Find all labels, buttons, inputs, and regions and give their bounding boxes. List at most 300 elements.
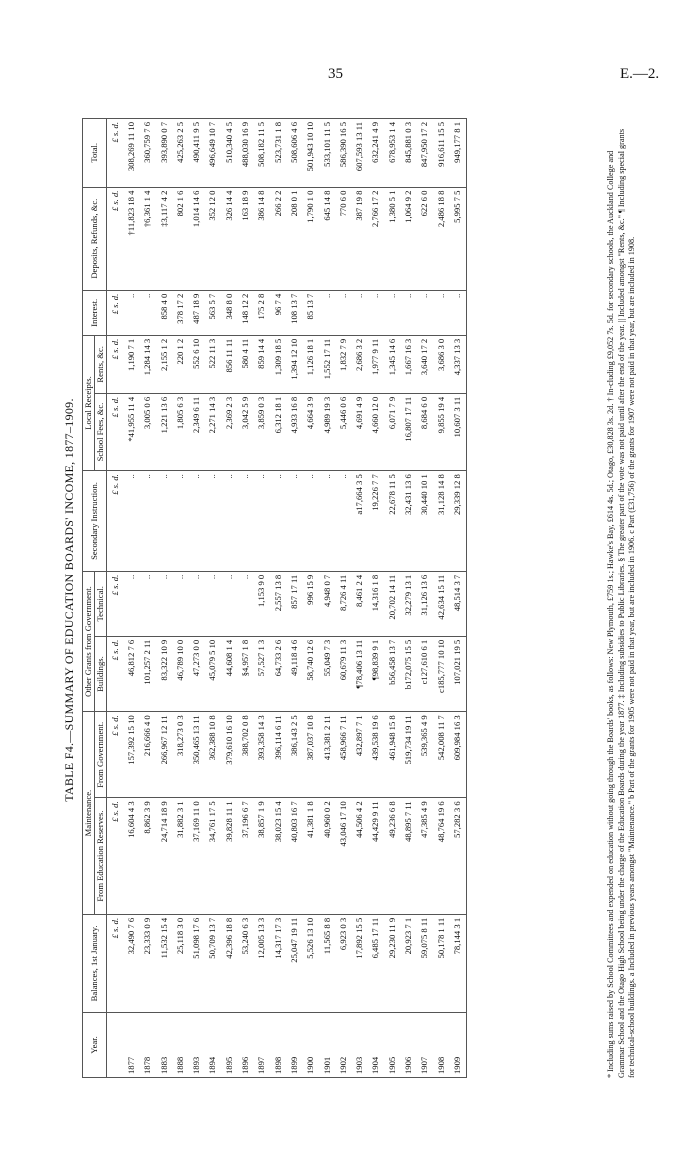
cell-deposits: 5,995 7 5 <box>449 187 466 290</box>
col-total: Total. <box>83 119 107 188</box>
cell-rents: 1,190 7 1 <box>123 335 139 393</box>
cell-government: 393,358 14 3 <box>254 712 270 798</box>
col-deposits: Deposits, Refunds, &c. <box>83 187 107 290</box>
cell-deposits: †11,823 18 4 <box>123 187 139 290</box>
cell-buildings: §4,957 1 8 <box>237 636 253 712</box>
cell-school-fees: 10,607 3 11 <box>449 393 466 470</box>
cell-school-fees: 2,369 2 3 <box>221 393 237 470</box>
cell-buildings: c127,610 6 1 <box>417 636 433 712</box>
cell-interest: .. <box>319 290 335 335</box>
cell-balance: 5,526 13 10 <box>303 914 319 1012</box>
cell-year: 1901 <box>319 1013 335 1078</box>
cell-reserves: 43,046 17 10 <box>335 798 351 915</box>
cell-interest: 378 17 2 <box>172 290 188 335</box>
cell-reserves: 41,381 1 8 <box>303 798 319 915</box>
cell-total: 496,649 10 7 <box>205 119 221 188</box>
cell-interest: 858 4 0 <box>156 290 172 335</box>
cell-buildings: 46,812 7 6 <box>123 636 139 712</box>
cell-rents: 3,640 17 2 <box>417 335 433 393</box>
cell-school-fees: 16,807 17 11 <box>400 393 416 470</box>
document-code: E.—2. <box>620 66 660 82</box>
cell-total: 847,950 17 2 <box>417 119 433 188</box>
table-row <box>433 119 449 1078</box>
cell-deposits: 1,064 9 2 <box>400 187 416 290</box>
cell-deposits: 1,380 5 1 <box>384 187 400 290</box>
cell-reserves: 34,761 17 5 <box>205 798 221 915</box>
cell-balance: 25,118 3 0 <box>172 914 188 1012</box>
cell-rents: 1,667 16 3 <box>400 335 416 393</box>
cell-rents: 1,345 14 6 <box>384 335 400 393</box>
cell-year: 1904 <box>368 1013 384 1078</box>
cell-technical: 31,126 13 6 <box>417 571 433 636</box>
cell-year: 1906 <box>400 1013 416 1078</box>
cell-school-fees: 2,349 6 11 <box>189 393 205 470</box>
cell-balance: 32,490 7 6 <box>123 914 139 1012</box>
cell-deposits: †6,361 1 4 <box>140 187 156 290</box>
cell-government: 413,381 2 11 <box>319 712 335 798</box>
cell-reserves: 44,429 9 11 <box>368 798 384 915</box>
cell-school-fees: *41,955 11 4 <box>123 393 139 470</box>
col-local-receipts: Local Receipts. <box>83 335 95 470</box>
footnote: a Included in previous years amongst "Maintenance." <box>627 800 637 977</box>
cell-technical: 1,153 9 0 <box>254 571 270 636</box>
col-from-reserves: From Education Reserves. <box>95 798 107 915</box>
cell-secondary: a17,664 3 5 <box>351 471 367 572</box>
unit-cell: £ s. d. <box>107 119 124 188</box>
cell-buildings: 83,322 10 9 <box>156 636 172 712</box>
cell-reserves: 8,862 3 9 <box>140 798 156 915</box>
col-balances: Balances, 1st January. <box>83 914 107 1012</box>
table-row <box>270 119 286 1078</box>
col-school-fees: School Fees, &c. <box>95 393 107 470</box>
cell-interest: .. <box>368 290 384 335</box>
footnote: ‡ Including subsidies to Public Libraries. <box>616 563 626 699</box>
cell-total: 845,881 0 3 <box>400 119 416 188</box>
cell-government: 396,114 6 11 <box>270 712 286 798</box>
cell-buildings: b172,075 15 5 <box>400 636 416 712</box>
cell-reserves: 40,960 0 2 <box>319 798 335 915</box>
cell-interest: 108 13 7 <box>286 290 302 335</box>
cell-buildings: 64,733 2 6 <box>270 636 286 712</box>
cell-interest: .. <box>140 290 156 335</box>
cell-total: 508,606 4 6 <box>286 119 302 188</box>
cell-deposits: 1,014 14 6 <box>189 187 205 290</box>
cell-year: 1900 <box>303 1013 319 1078</box>
cell-total: 678,953 1 4 <box>384 119 400 188</box>
cell-deposits: 266 2 2 <box>270 187 286 290</box>
cell-government: 157,392 15 10 <box>123 712 139 798</box>
cell-government: 266,967 12 11 <box>156 712 172 798</box>
cell-year: 1897 <box>254 1013 270 1078</box>
table-row <box>303 119 319 1078</box>
cell-school-fees: 4,933 16 8 <box>286 393 302 470</box>
cell-school-fees: 1,221 13 6 <box>156 393 172 470</box>
cell-reserves: 24,714 18 9 <box>156 798 172 915</box>
cell-technical: .. <box>172 571 188 636</box>
cell-buildings: 49,118 4 6 <box>286 636 302 712</box>
cell-reserves: 38,023 15 4 <box>270 798 286 915</box>
cell-year: 1895 <box>221 1013 237 1078</box>
table-row <box>172 119 188 1078</box>
unit-cell: £ s. d. <box>107 914 124 1012</box>
cell-secondary: .. <box>123 471 139 572</box>
cell-technical: .. <box>189 571 205 636</box>
cell-rents: 552 6 10 <box>189 335 205 393</box>
table-row <box>417 119 433 1078</box>
cell-rents: 2,155 1 2 <box>156 335 172 393</box>
table-row <box>449 119 466 1078</box>
cell-school-fees: 5,446 0 6 <box>335 393 351 470</box>
cell-total: 607,593 13 11 <box>351 119 367 188</box>
cell-school-fees: 9,855 19 4 <box>433 393 449 470</box>
cell-interest: .. <box>351 290 367 335</box>
cell-rents: 220 1 2 <box>172 335 188 393</box>
cell-total: 501,943 10 10 <box>303 119 319 188</box>
cell-total: 488,030 16 9 <box>237 119 253 188</box>
footnote: || Included amongst "Rents, &c." <box>616 214 626 323</box>
cell-interest: .. <box>433 290 449 335</box>
cell-technical: 32,279 13 1 <box>400 571 416 636</box>
cell-secondary: 29,339 12 8 <box>449 471 466 572</box>
cell-technical: .. <box>140 571 156 636</box>
footnotes <box>606 118 638 1078</box>
cell-government: 609,984 16 3 <box>449 712 466 798</box>
cell-secondary: .. <box>303 471 319 572</box>
cell-deposits: 770 6 0 <box>335 187 351 290</box>
cell-interest: .. <box>335 290 351 335</box>
cell-buildings: ¶78,406 13 11 <box>351 636 367 712</box>
cell-buildings: b56,458 13 7 <box>384 636 400 712</box>
cell-balance: 6,485 17 11 <box>368 914 384 1012</box>
cell-government: 461,948 15 8 <box>384 712 400 798</box>
footnote: c Part (£31,756) of the grants for 1907 were not paid in that year, but are included in 1908. <box>627 236 637 534</box>
table-row <box>254 119 270 1078</box>
cell-government: 386,143 2 5 <box>286 712 302 798</box>
cell-technical: 4,948 0 7 <box>319 571 335 636</box>
cell-technical: .. <box>221 571 237 636</box>
table-row <box>205 119 221 1078</box>
cell-technical: .. <box>123 571 139 636</box>
cell-balance: 42,396 18 8 <box>221 914 237 1012</box>
cell-year: 1899 <box>286 1013 302 1078</box>
cell-secondary: 30,440 10 1 <box>417 471 433 572</box>
cell-deposits: 208 0 1 <box>286 187 302 290</box>
cell-year: 1894 <box>205 1013 221 1078</box>
cell-technical: 42,634 15 11 <box>433 571 449 636</box>
cell-deposits: 2,486 18 8 <box>433 187 449 290</box>
cell-government: 432,897 7 1 <box>351 712 367 798</box>
cell-secondary: .. <box>319 471 335 572</box>
table-row <box>368 119 384 1078</box>
cell-school-fees: 4,664 3 9 <box>303 393 319 470</box>
cell-government: 542,008 11 7 <box>433 712 449 798</box>
cell-rents: 1,309 18 5 <box>270 335 286 393</box>
page-number: 35 <box>328 66 343 82</box>
cell-technical: 8,461 2 4 <box>351 571 367 636</box>
cell-balance: 14,317 17 3 <box>270 914 286 1012</box>
cell-buildings: 45,079 5 10 <box>205 636 221 712</box>
cell-interest: .. <box>417 290 433 335</box>
cell-deposits: 352 12 0 <box>205 187 221 290</box>
cell-secondary: .. <box>335 471 351 572</box>
cell-buildings: 55,049 7 3 <box>319 636 335 712</box>
cell-secondary: .. <box>254 471 270 572</box>
cell-reserves: 38,857 1 9 <box>254 798 270 915</box>
cell-government: 362,388 10 8 <box>205 712 221 798</box>
cell-school-fees: 6,071 7 9 <box>384 393 400 470</box>
cell-total: 425,263 2 5 <box>172 119 188 188</box>
cell-rents: 522 11 3 <box>205 335 221 393</box>
unit-cell <box>107 1013 124 1078</box>
cell-balance: 51,098 17 6 <box>189 914 205 1012</box>
cell-rents: 3,686 3 0 <box>433 335 449 393</box>
cell-buildings: 57,527 1 3 <box>254 636 270 712</box>
cell-year: 1878 <box>140 1013 156 1078</box>
cell-technical: 2,557 13 8 <box>270 571 286 636</box>
cell-deposits: 2,766 17 2 <box>368 187 384 290</box>
cell-year: 1902 <box>335 1013 351 1078</box>
cell-secondary: .. <box>172 471 188 572</box>
cell-technical: .. <box>205 571 221 636</box>
table-row <box>123 119 139 1078</box>
cell-buildings: 58,740 12 6 <box>303 636 319 712</box>
table-row <box>189 119 205 1078</box>
cell-technical: 20,702 14 11 <box>384 571 400 636</box>
cell-total: 586,390 16 5 <box>335 119 351 188</box>
cell-balance: 78,144 3 1 <box>449 914 466 1012</box>
cell-interest: 563 5 7 <box>205 290 221 335</box>
cell-school-fees: 3,005 0 6 <box>140 393 156 470</box>
cell-school-fees: 6,312 18 1 <box>270 393 286 470</box>
table-row <box>140 119 156 1078</box>
cell-year: 1898 <box>270 1013 286 1078</box>
cell-school-fees: 4,691 4 9 <box>351 393 367 470</box>
table-row <box>286 119 302 1078</box>
cell-rents: 1,394 12 10 <box>286 335 302 393</box>
table-body <box>107 119 467 1078</box>
cell-total: 632,241 4 9 <box>368 119 384 188</box>
table-row <box>237 119 253 1078</box>
cell-balance: 20,923 7 1 <box>400 914 416 1012</box>
cell-buildings: c185,777 10 10 <box>433 636 449 712</box>
unit-cell: £ s. d. <box>107 471 124 572</box>
cell-year: 1907 <box>417 1013 433 1078</box>
cell-reserves: 57,282 3 6 <box>449 798 466 915</box>
cell-rents: 580 4 11 <box>237 335 253 393</box>
col-from-government: From Government. <box>95 712 107 798</box>
cell-secondary: .. <box>189 471 205 572</box>
cell-interest: .. <box>400 290 416 335</box>
cell-interest: .. <box>449 290 466 335</box>
cell-interest: 487 18 9 <box>189 290 205 335</box>
cell-balance: 50,178 1 11 <box>433 914 449 1012</box>
cell-government: 388,702 0 8 <box>237 712 253 798</box>
table-title: TABLE F4.—SUMMARY OF EDUCATION BOARDS' INCOME, 1877–1909. <box>62 398 76 802</box>
table-row <box>384 119 400 1078</box>
col-year: Year. <box>83 1013 107 1078</box>
cell-school-fees: 1,805 6 3 <box>172 393 188 470</box>
cell-technical: 857 17 11 <box>286 571 302 636</box>
cell-secondary: 32,431 13 6 <box>400 471 416 572</box>
col-secondary: Secondary Instruction. <box>83 471 107 572</box>
cell-buildings: 44,608 1 4 <box>221 636 237 712</box>
cell-school-fees: 4,989 19 3 <box>319 393 335 470</box>
cell-secondary: .. <box>140 471 156 572</box>
cell-year: 1888 <box>172 1013 188 1078</box>
footnote: b Part of the grants for 1905 were not paid in that year, but are included in 1906. <box>627 535 637 799</box>
cell-buildings: 47,273 0 0 <box>189 636 205 712</box>
cell-total: 308,269 11 10 <box>123 119 139 188</box>
cell-year: 1896 <box>237 1013 253 1078</box>
cell-reserves: 48,764 19 6 <box>433 798 449 915</box>
cell-rents: 4,337 13 3 <box>449 335 466 393</box>
cell-deposits: 386 14 8 <box>254 187 270 290</box>
cell-government: 387,037 10 8 <box>303 712 319 798</box>
cell-interest: .. <box>123 290 139 335</box>
cell-year: 1905 <box>384 1013 400 1078</box>
cell-deposits: 645 14 8 <box>319 187 335 290</box>
cell-reserves: 48,895 7 11 <box>400 798 416 915</box>
cell-government: 519,734 19 11 <box>400 712 416 798</box>
cell-government: 350,465 13 11 <box>189 712 205 798</box>
cell-balance: 59,075 8 11 <box>417 914 433 1012</box>
cell-balance: 53,240 6 3 <box>237 914 253 1012</box>
cell-total: 360,759 7 6 <box>140 119 156 188</box>
footnote: † In-cluding £9,052 7s. 5d. for secondary schools, the Auckland College and Grammar School and the Otago High School being under the charge of the Education Boards during the year 1877. <box>606 150 626 1078</box>
cell-balance: 25,047 19 11 <box>286 914 302 1012</box>
cell-reserves: 47,385 4 9 <box>417 798 433 915</box>
cell-total: 523,731 1 8 <box>270 119 286 188</box>
cell-total: 916,611 15 5 <box>433 119 449 188</box>
table-row <box>221 119 237 1078</box>
cell-government: 539,365 4 9 <box>417 712 433 798</box>
cell-secondary: 19,226 7 7 <box>368 471 384 572</box>
cell-rents: 1,284 14 3 <box>140 335 156 393</box>
cell-technical: 14,316 1 8 <box>368 571 384 636</box>
cell-total: 508,182 11 5 <box>254 119 270 188</box>
unit-cell: £ s. d. <box>107 712 124 798</box>
rotated-table-page <box>20 100 660 1100</box>
cell-interest: 85 13 7 <box>303 290 319 335</box>
cell-balance: 11,532 15 4 <box>156 914 172 1012</box>
cell-reserves: 31,882 3 1 <box>172 798 188 915</box>
income-summary-table <box>82 118 467 1078</box>
cell-secondary: .. <box>286 471 302 572</box>
cell-deposits: 1,790 1 0 <box>303 187 319 290</box>
cell-technical: .. <box>237 571 253 636</box>
cell-balance: 6,923 0 3 <box>335 914 351 1012</box>
table-row <box>156 119 172 1078</box>
footnote: * Including sums raised by School Committees and expended on education without going through the Boards' books, as follows: New Plymouth, £759 1s.; Hawke's Bay, £614 4s. 5d.; Otago, £30,828 3s. 2d. <box>606 403 615 1078</box>
cell-year: 1909 <box>449 1013 466 1078</box>
cell-technical: 8,726 4 11 <box>335 571 351 636</box>
cell-total: 533,101 11 5 <box>319 119 335 188</box>
cell-school-fees: 8,684 6 0 <box>417 393 433 470</box>
cell-school-fees: 2,271 14 3 <box>205 393 221 470</box>
footnote: § The greater part of the vote was not paid until after the end of the year. <box>616 324 626 562</box>
unit-cell: £ s. d. <box>107 393 124 470</box>
cell-government: 318,273 0 3 <box>172 712 188 798</box>
cell-reserves: 44,506 4 2 <box>351 798 367 915</box>
cell-secondary: 31,128 14 8 <box>433 471 449 572</box>
cell-deposits: 163 18 9 <box>237 187 253 290</box>
cell-school-fees: 4,660 12 0 <box>368 393 384 470</box>
cell-interest: 96 7 4 <box>270 290 286 335</box>
table-row <box>335 119 351 1078</box>
unit-cell: £ s. d. <box>107 335 124 393</box>
cell-government: 458,966 7 11 <box>335 712 351 798</box>
cell-government: 439,538 19 6 <box>368 712 384 798</box>
table-row <box>400 119 416 1078</box>
cell-year: 1903 <box>351 1013 367 1078</box>
cell-secondary: .. <box>270 471 286 572</box>
unit-cell: £ s. d. <box>107 798 124 915</box>
cell-school-fees: 3,042 5 9 <box>237 393 253 470</box>
col-buildings: Buildings. <box>95 636 107 712</box>
cell-buildings: 46,789 10 0 <box>172 636 188 712</box>
cell-year: 1893 <box>189 1013 205 1078</box>
col-interest: Interest. <box>83 290 107 335</box>
cell-balance: 29,230 11 9 <box>384 914 400 1012</box>
cell-deposits: 326 14 4 <box>221 187 237 290</box>
cell-rents: 856 11 11 <box>221 335 237 393</box>
cell-reserves: 16,604 4 3 <box>123 798 139 915</box>
col-technical: Technical. <box>95 571 107 636</box>
cell-government: 379,610 16 10 <box>221 712 237 798</box>
cell-interest: 348 8 0 <box>221 290 237 335</box>
footnote: ¶ Including special grants for technical-school buildings. <box>616 128 637 1078</box>
cell-year: 1877 <box>123 1013 139 1078</box>
cell-total: 490,411 9 5 <box>189 119 205 188</box>
cell-buildings: 101,257 2 11 <box>140 636 156 712</box>
cell-rents: 1,126 18 1 <box>303 335 319 393</box>
cell-rents: 2,686 3 2 <box>351 335 367 393</box>
cell-reserves: 37,169 11 0 <box>189 798 205 915</box>
cell-secondary: .. <box>221 471 237 572</box>
cell-rents: 859 14 4 <box>254 335 270 393</box>
unit-cell: £ s. d. <box>107 571 124 636</box>
cell-reserves: 40,803 16 7 <box>286 798 302 915</box>
cell-rents: 1,977 9 11 <box>368 335 384 393</box>
col-other-grants: Other Grants from Government. <box>83 571 95 712</box>
cell-interest: 175 2 8 <box>254 290 270 335</box>
cell-school-fees: 3,859 0 3 <box>254 393 270 470</box>
cell-reserves: 37,196 6 7 <box>237 798 253 915</box>
cell-balance: 17,892 15 5 <box>351 914 367 1012</box>
cell-deposits: 387 19 8 <box>351 187 367 290</box>
cell-balance: 23,333 0 9 <box>140 914 156 1012</box>
cell-technical: 996 15 9 <box>303 571 319 636</box>
cell-total: 393,890 0 7 <box>156 119 172 188</box>
cell-total: 949,177 8 1 <box>449 119 466 188</box>
unit-cell: £ s. d. <box>107 187 124 290</box>
cell-secondary: .. <box>237 471 253 572</box>
units-row <box>107 119 124 1078</box>
cell-technical: .. <box>156 571 172 636</box>
cell-balance: 12,005 13 3 <box>254 914 270 1012</box>
cell-buildings: ¶98,839 9 1 <box>368 636 384 712</box>
cell-interest: .. <box>384 290 400 335</box>
unit-cell: £ s. d. <box>107 290 124 335</box>
cell-balance: 50,709 13 7 <box>205 914 221 1012</box>
cell-reserves: 49,236 6 8 <box>384 798 400 915</box>
cell-interest: 148 12 2 <box>237 290 253 335</box>
cell-secondary: .. <box>156 471 172 572</box>
cell-buildings: 60,679 11 3 <box>335 636 351 712</box>
cell-buildings: 107,021 19 5 <box>449 636 466 712</box>
cell-rents: 1,552 17 11 <box>319 335 335 393</box>
unit-cell: £ s. d. <box>107 636 124 712</box>
